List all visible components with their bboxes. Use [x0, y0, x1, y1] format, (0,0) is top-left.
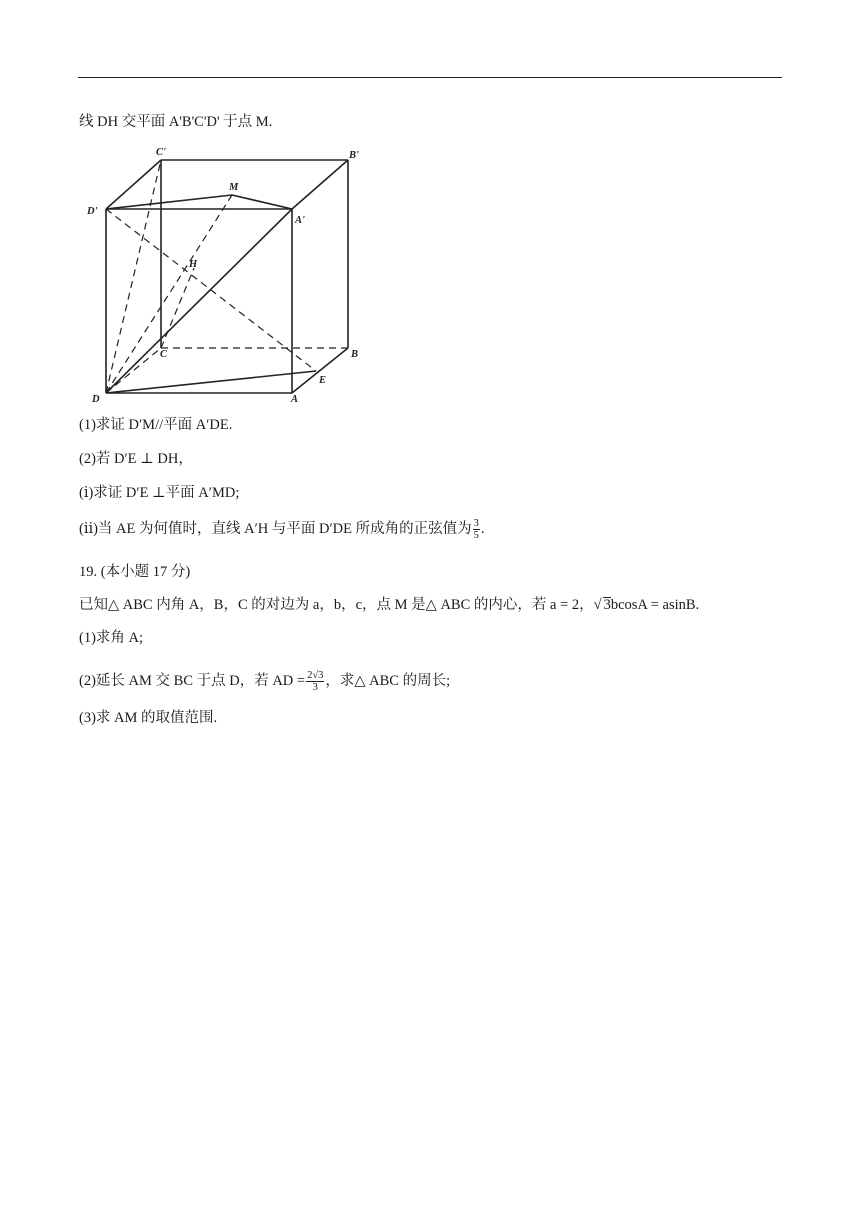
fraction-den: 3: [312, 682, 318, 693]
fraction-num: 3: [473, 518, 479, 529]
fraction-num: 2√3: [307, 670, 324, 681]
header-rule: [78, 77, 782, 78]
sqrt-radicand: 3: [603, 597, 611, 613]
q19-part2-text: (2)延长 AM 交 BC 于点 D，若 AD =: [79, 672, 306, 689]
q19-part3: (3)求 AM 的取值范围.: [79, 710, 218, 726]
seg-d-e: [106, 371, 316, 393]
label-b: B: [351, 349, 359, 360]
q19-part2-end: ，求△ ABC 的周长;: [325, 672, 451, 689]
seg-m-a1: [232, 195, 292, 209]
label-h: H: [189, 259, 198, 270]
cube-figure: [84, 143, 374, 405]
edge-d-c-hidden: [106, 348, 161, 393]
q18-part2ii-text: (ⅱ)当 AE 为何值时，直线 A′H 与平面 D′DE 所成角的正弦值为: [79, 520, 472, 537]
label-d1: D': [87, 206, 98, 217]
q18-part1: (1)求证 D′M//平面 A′DE.: [79, 417, 233, 433]
label-d: D: [92, 394, 100, 405]
seg-d-a1: [106, 209, 292, 393]
q18-part2ii: [79, 518, 484, 541]
label-c: C: [160, 349, 168, 360]
seg-d1-m: [106, 195, 232, 209]
q19-stem-text: 已知△ ABC 内角 A，B，C 的对边为 a，b，c，点 M 是△ ABC 的内心，若 a = 2，: [79, 597, 594, 613]
label-a1: A': [295, 215, 305, 226]
q19-stem: [79, 595, 699, 615]
seg-d1-e-hidden: [106, 209, 316, 371]
fraction-3-5: [473, 518, 480, 541]
q18-part2i: (ⅰ)求证 D′E ⊥平面 A′MD;: [79, 485, 240, 501]
seg-d-m-hidden: [106, 195, 232, 393]
label-m: M: [229, 182, 239, 193]
edge-a-b: [292, 348, 348, 393]
intro-line: 线 DH 交平面 A'B'C'D' 于点 M.: [79, 114, 273, 130]
q18-part2: (2)若 D′E ⊥ DH，: [79, 451, 193, 467]
sqrt-expression: √ 3: [593, 597, 611, 613]
fraction-den: 5: [473, 530, 479, 541]
label-c1: C': [156, 147, 166, 158]
q18-part2ii-end: .: [480, 520, 485, 537]
label-e: E: [319, 375, 327, 386]
label-b1: B': [349, 150, 359, 161]
edge-b1-a1: [292, 160, 348, 209]
label-a: A: [291, 394, 299, 405]
q19-stem-end: bcosA = asinB.: [610, 597, 700, 613]
q19-part1: (1)求角 A;: [79, 630, 144, 646]
q19-part2: [79, 670, 450, 693]
edge-d1-c1: [106, 160, 161, 209]
q19-heading: 19. (本小题 17 分): [79, 564, 191, 580]
seg-d-c1-hidden: [106, 160, 161, 393]
fraction-2sqrt3-3: [306, 670, 324, 693]
